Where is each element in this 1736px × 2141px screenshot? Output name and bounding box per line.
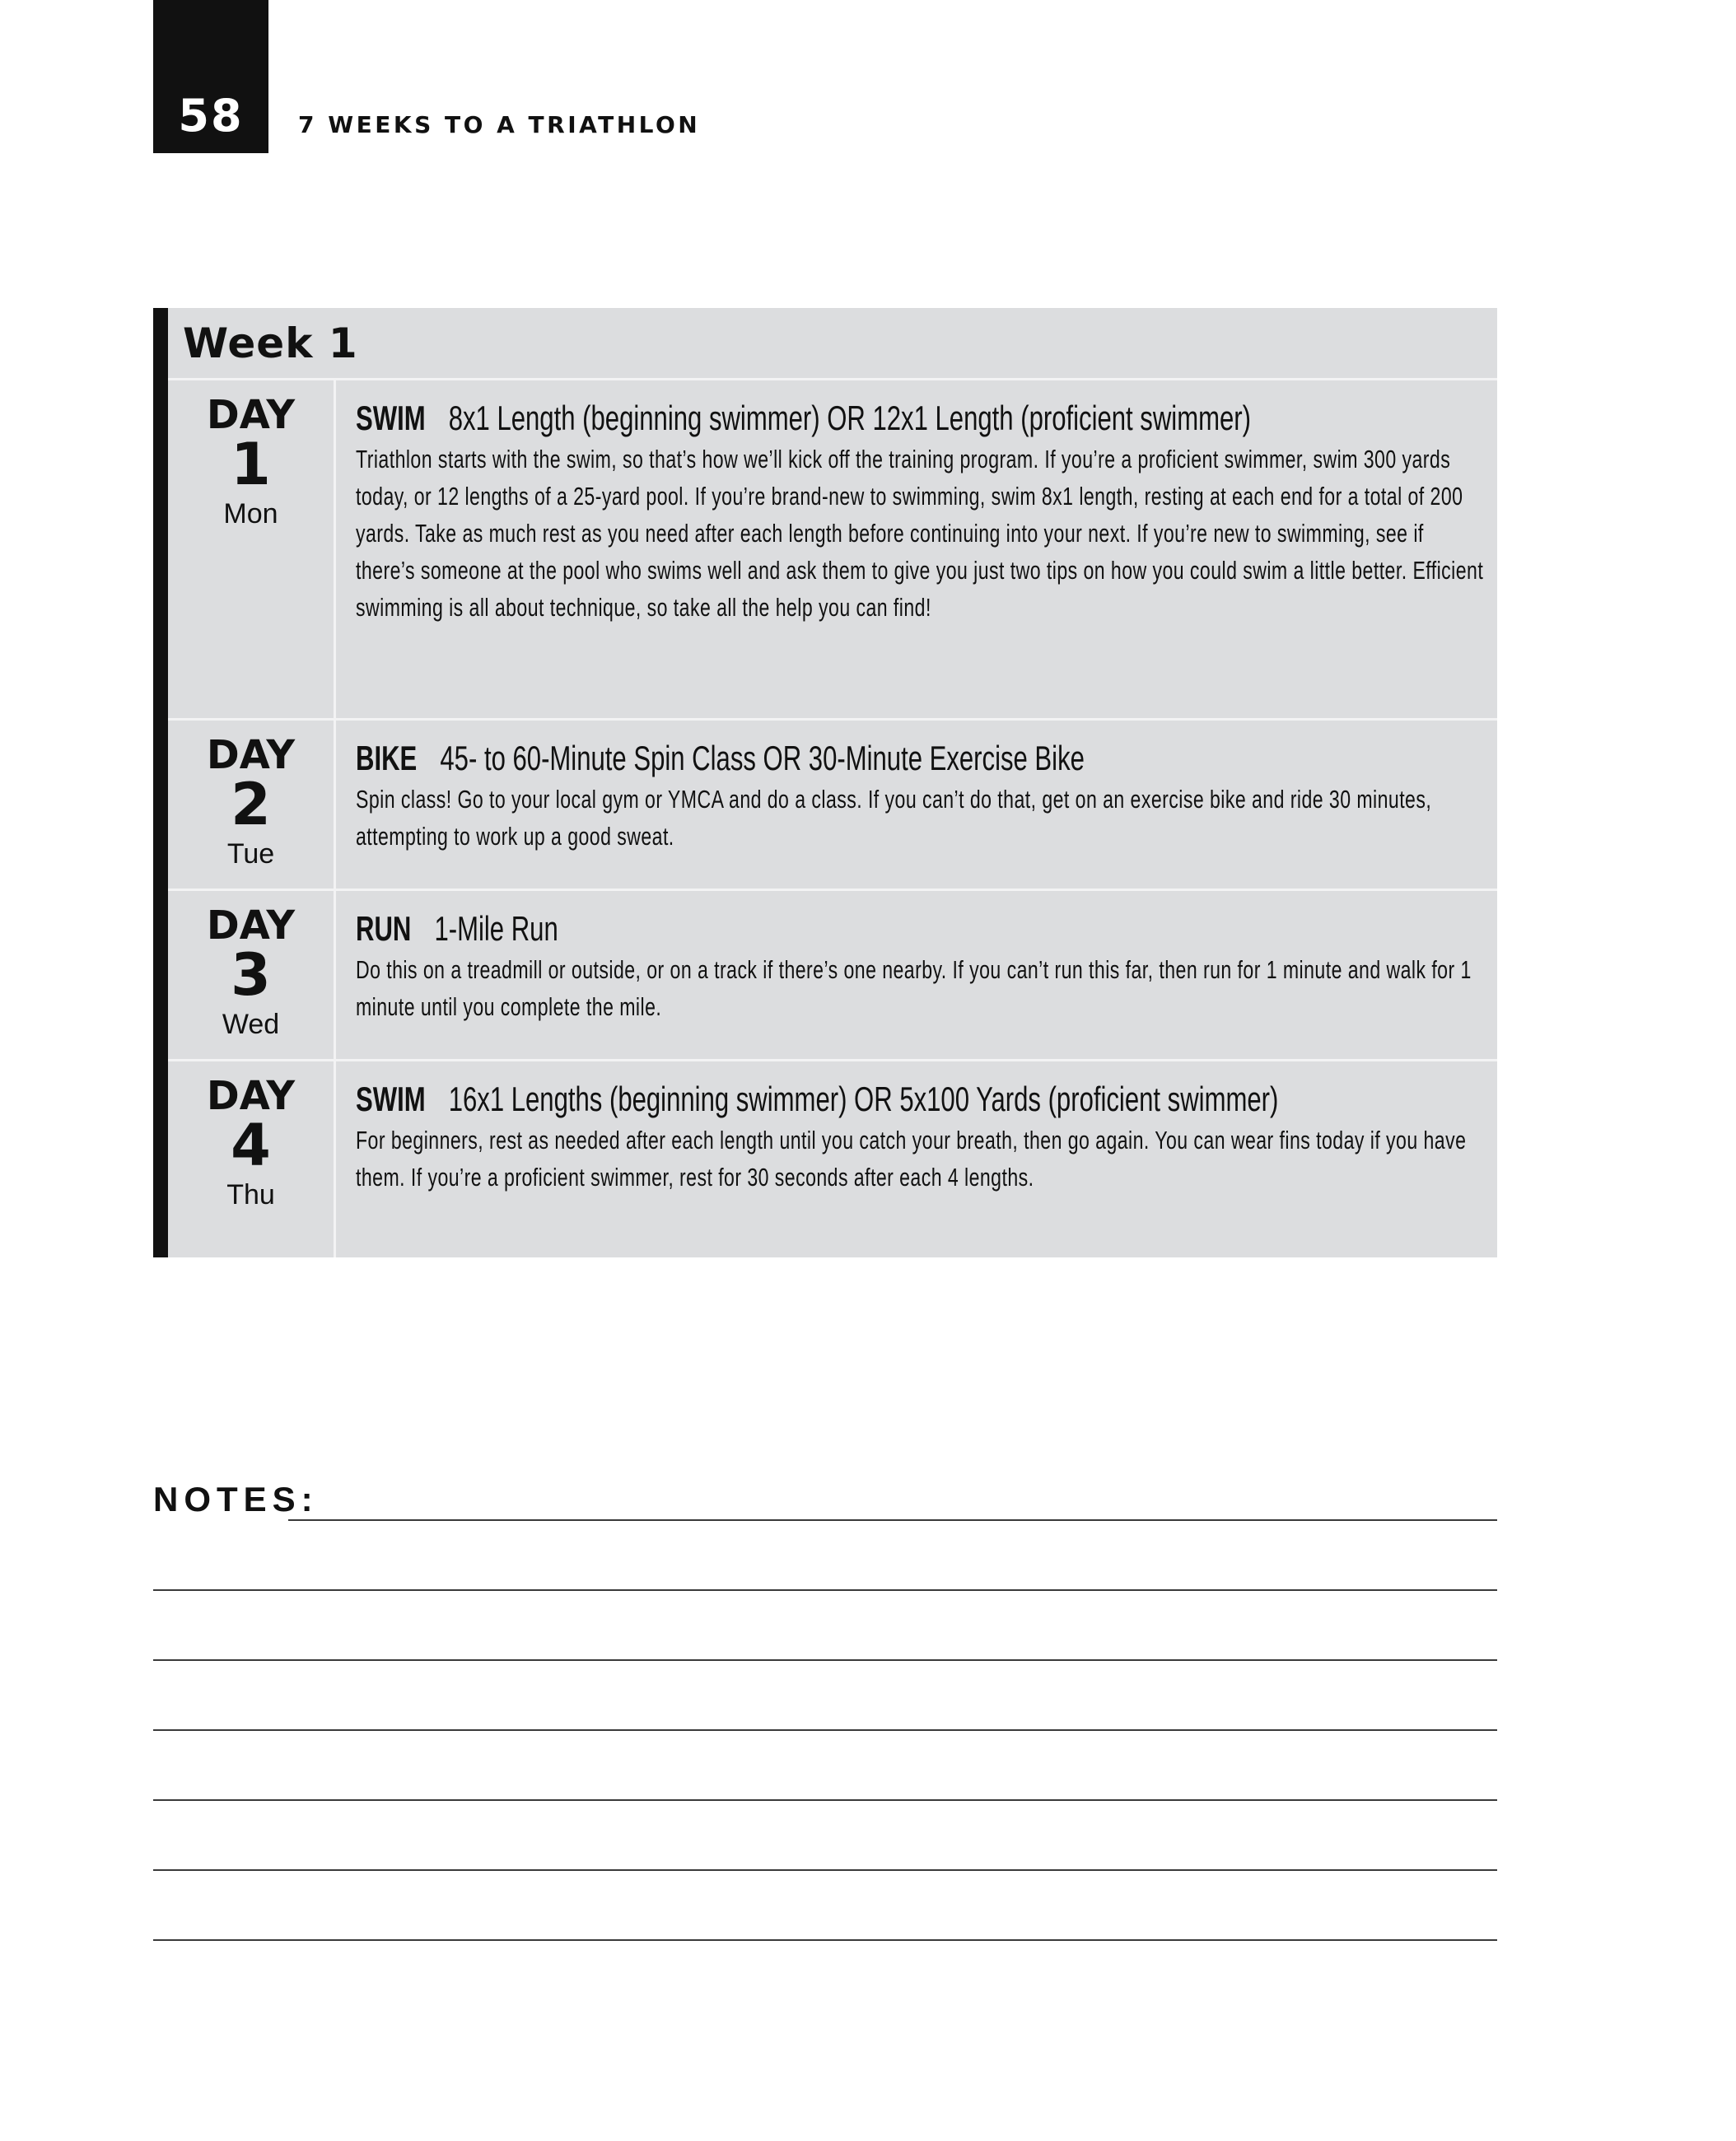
day-label-block	[168, 380, 336, 718]
day-number: 3	[231, 941, 271, 1009]
workout-summary: 16x1 Lengths (beginning swimmer) OR 5x100 Yards (proficient swimmer)	[448, 1080, 1279, 1118]
page-number-tab	[153, 0, 268, 153]
day-row-2	[168, 721, 1497, 891]
workout-summary: 45- to 60-Minute Spin Class OR 30-Minute Exercise Bike	[440, 739, 1085, 777]
notes-line	[153, 1869, 1497, 1871]
day-number: 1	[231, 431, 271, 498]
day-row-1	[168, 380, 1497, 721]
notes-line	[153, 1659, 1497, 1661]
day-number: 2	[231, 771, 271, 838]
day-label-block	[168, 1061, 336, 1257]
day-content	[356, 1076, 1484, 1196]
workout-summary: 8x1 Length (beginning swimmer) OR 12x1 Length (proficient swimmer)	[448, 399, 1251, 437]
day-label-block	[168, 891, 336, 1059]
workout-description: Do this on a treadmill or outside, or on a track if there’s one nearby. If you can’t run this far, then run for 1 minute and walk for 1 minute until you complete the mile.	[356, 955, 1472, 1021]
workout-description: Triathlon starts with the swim, so that’s how we’ll kick off the training program. If you’re a proficient swimmer, swim 300 yards today, or 12 lengths of a 25-yard pool. If you’re brand-new to swimming, swim 8x1 length, resting at each end for a total of 200 yards. Take as much rest as you need after each length before continuing into your next. If you’re new to swimming, see if there’s someone at the pool who swims well and ask them to give you just two tips on how you could swim a little better. Efficient swimming is all about technique, so take all the help you can find!	[356, 445, 1484, 622]
workout-summary: 1-Mile Run	[434, 909, 558, 948]
notes-line	[153, 1939, 1497, 1941]
week-title: Week 1	[183, 320, 358, 367]
day-label-block	[168, 721, 336, 889]
notes-line	[153, 1589, 1497, 1591]
page-number: 58	[178, 90, 244, 142]
activity-type: BIKE	[356, 739, 418, 777]
day-content	[356, 735, 1484, 855]
workout-heading	[356, 1076, 1484, 1122]
notes-line	[153, 1729, 1497, 1731]
day-weekday: Wed	[222, 1009, 280, 1040]
day-content	[356, 395, 1484, 626]
notes-label: NOTES:	[153, 1480, 319, 1518]
activity-type: SWIM	[356, 399, 426, 437]
week-schedule-table	[153, 308, 1497, 1257]
day-word: DAY	[206, 732, 296, 778]
workout-description: Spin class! Go to your local gym or YMCA and do a class. If you can’t do that, get on an exercise bike and ride 30 minutes, attempting to work up a good sweat.	[356, 785, 1432, 851]
day-number: 4	[231, 1112, 271, 1179]
day-row-3	[168, 891, 1497, 1061]
activity-type: RUN	[356, 909, 412, 948]
day-row-4	[168, 1061, 1497, 1257]
day-word: DAY	[206, 392, 296, 438]
day-weekday: Thu	[226, 1179, 275, 1210]
day-word: DAY	[206, 903, 296, 949]
day-content	[356, 906, 1484, 1025]
workout-heading	[356, 395, 1484, 441]
week-header	[168, 308, 1497, 380]
workout-description: For beginners, rest as needed after each length until you catch your breath, then go again. You can wear fins today if you have them. If you’re a proficient swimmer, rest for 30 seconds after each 4 lengths.	[356, 1126, 1467, 1192]
day-weekday: Tue	[226, 838, 275, 870]
running-title: 7 WEEKS TO A TRIATHLON	[298, 111, 701, 138]
workout-heading	[356, 735, 1484, 781]
day-weekday: Mon	[223, 498, 278, 529]
notes-line	[288, 1519, 1497, 1521]
activity-type: SWIM	[356, 1080, 426, 1118]
notes-line	[153, 1799, 1497, 1801]
workout-heading	[356, 906, 1484, 951]
day-word: DAY	[206, 1073, 296, 1119]
